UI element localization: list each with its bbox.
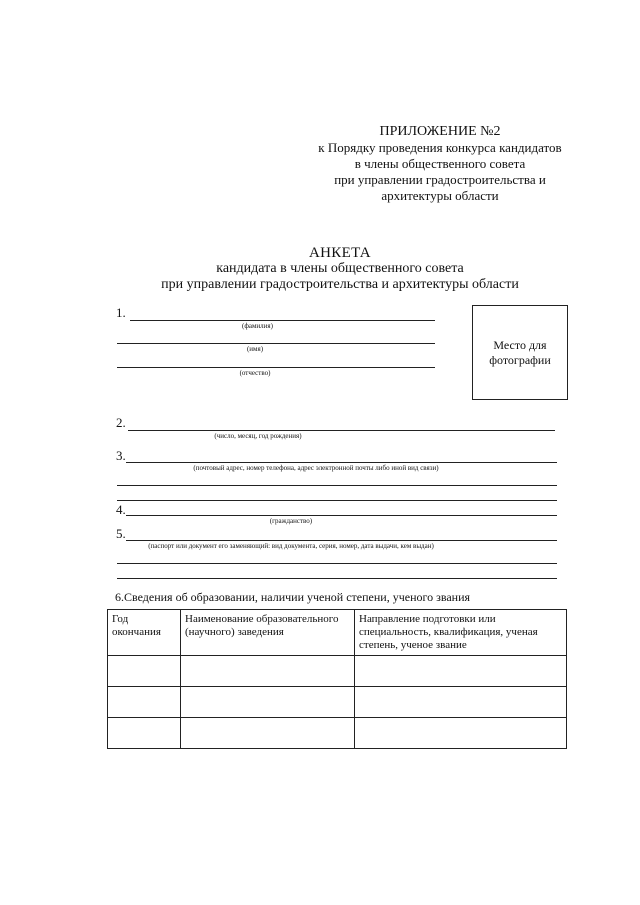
table-header-row [108,610,567,656]
appendix-line: к Порядку проведения конкурса кандидатов [318,140,562,155]
birthdate-line[interactable] [128,430,555,431]
table-cell[interactable] [355,687,567,718]
contacts-line[interactable] [126,462,557,463]
appendix-line: при управлении градостроительства и [334,172,546,187]
surname-line[interactable] [130,320,435,321]
table-cell[interactable] [108,656,181,687]
education-table [107,609,567,749]
citizenship-line[interactable] [126,515,557,516]
field-number: 3. [116,448,126,463]
name-caption: (имя) [246,345,264,353]
form-heading: АНКЕТА [309,245,371,261]
table-row [108,656,567,687]
photo-label: фотографии [489,352,551,367]
table-cell[interactable] [108,718,181,749]
header-year: Год окончания [108,610,181,656]
appendix-header [300,124,580,204]
table-cell[interactable] [355,656,567,687]
field-number: 5. [116,526,126,541]
header-institution: Наименование образовательного (научного) заведения [181,610,355,656]
table-cell[interactable] [181,718,355,749]
section6-title: 6.Сведения об образовании, наличии ученой степени, ученого звания [115,590,471,604]
appendix-title: ПРИЛОЖЕНИЕ №2 [379,124,501,139]
header-specialty: Направление подготовки или специальность, квалификация, ученая степень, ученое звание [355,610,567,656]
photo-label: Место для [493,337,547,352]
contacts-line-3[interactable] [117,500,557,501]
patronymic-line[interactable] [117,367,435,368]
field-number: 2. [116,415,126,430]
patronymic-caption: (отчество) [239,369,271,377]
passport-line-2[interactable] [117,563,557,564]
table-row [108,687,567,718]
photo-placeholder[interactable] [472,305,568,400]
table-cell[interactable] [355,718,567,749]
appendix-line: в члены общественного совета [354,156,526,171]
name-line[interactable] [117,343,435,344]
appendix-line: архитектуры области [381,188,499,203]
form-subtitle: кандидата в члены общественного совета [216,261,464,276]
form-title [120,245,560,293]
contacts-caption: (почтовый адрес, номер телефона, адрес электронной почты либо иной вид связи) [193,464,439,472]
field-number: 4. [116,502,126,517]
passport-line[interactable] [126,540,557,541]
form-subtitle: при управлении градостроительства и архитектуры области [161,277,519,292]
passport-caption: (паспорт или документ его заменяющий: вид документа, серия, номер, дата выдачи, кем выдан) [148,542,434,550]
surname-caption: (фамилия) [242,322,273,330]
contacts-line-2[interactable] [117,485,557,486]
citizenship-caption: (гражданство) [269,517,313,525]
table-cell[interactable] [181,687,355,718]
table-cell[interactable] [181,656,355,687]
table-row [108,718,567,749]
field-number: 1. [116,305,126,320]
table-cell[interactable] [108,687,181,718]
birthdate-caption: (число, месяц, год рождения) [214,432,302,440]
passport-line-3[interactable] [117,578,557,579]
